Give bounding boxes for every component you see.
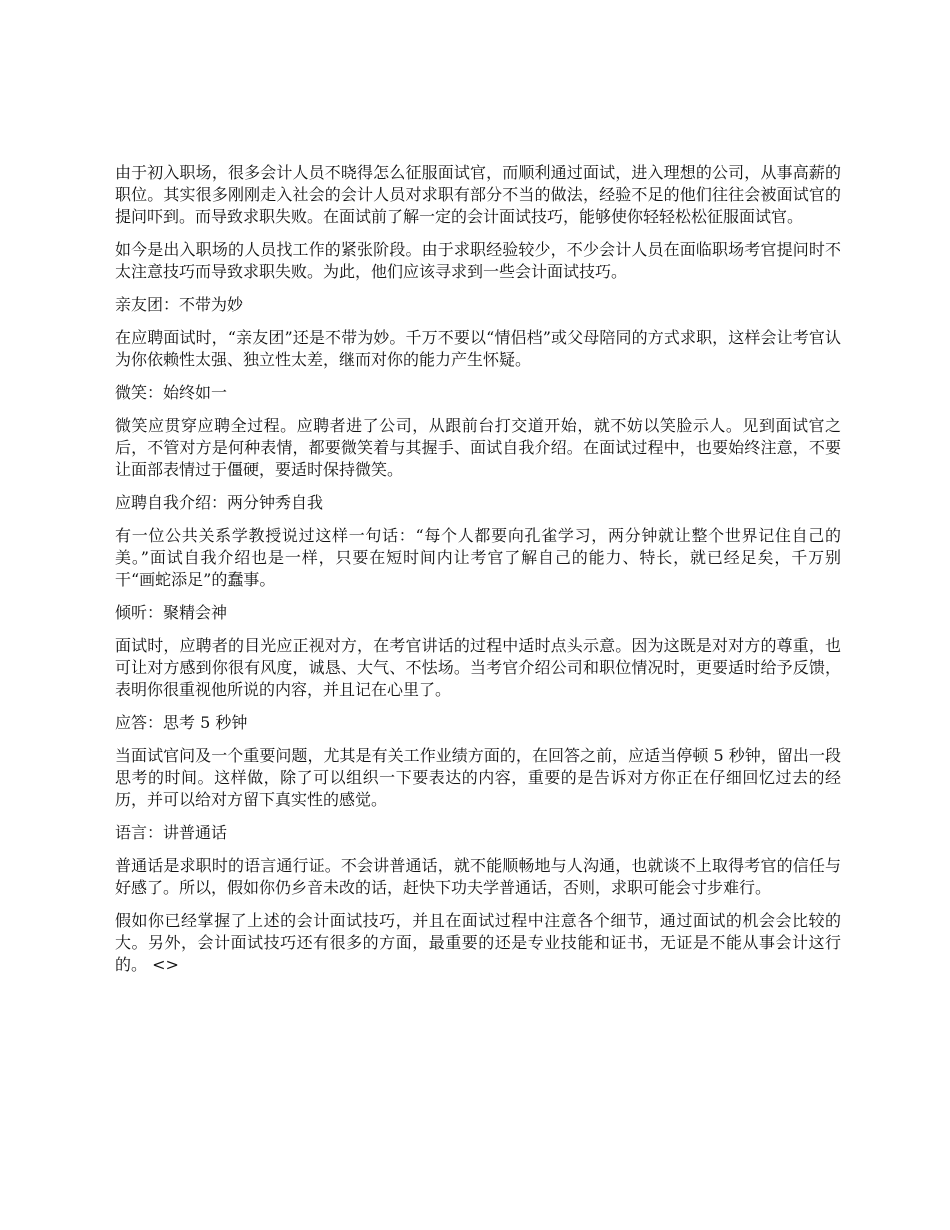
section-body-listening: 面试时，应聘者的目光应正视对方，在考官讲话的过程中适时点头示意。因为这既是对对方的尊重，也可让对方感到你很有风度，诚恳、大气、不怯场。当考官介绍公司和职位情况时，更要适时给予反馈，表明你很重视他所说的内容，并且记在心里了。 <box>115 636 841 699</box>
conclusion-paragraph: 假如你已经掌握了上述的会计面试技巧，并且在面试过程中注意各个细节，通过面试的机会会比较的大。另外，会计面试技巧还有很多的方面，最重要的还是专业技能和证书，无证是不能从事会计这行的。 <> <box>115 911 841 974</box>
section-body-smile: 微笑应贯穿应聘全过程。应聘者进了公司，从跟前台打交道开始，就不妨以笑脸示人。见到面试官之后，不管对方是何种表情，都要微笑着与其握手、面试自我介绍。在面试过程中，也要始终注意，不要让面部表情过于僵硬，要适时保持微笑。 <box>115 416 841 479</box>
section-heading-self-intro: 应聘自我介绍：两分钟秀自我 <box>115 493 324 512</box>
section-heading-listening: 倾听：聚精会神 <box>115 603 228 622</box>
section-body-language: 普通话是求职时的语言通行证。不会讲普通话，就不能顺畅地与人沟通，也就谈不上取得考官的信任与好感了。所以，假如你仍乡音未改的话，赶快下功夫学普通话，否则，求职可能会寸步难行。 <box>115 856 841 897</box>
context-paragraph: 如今是出入职场的人员找工作的紧张阶段。由于求职经验较少，不少会计人员在面临职场考官提问时不太注意技巧而导致求职失败。为此，他们应该寻求到一些会计面试技巧。 <box>115 240 841 281</box>
section-body-friends: 在应聘面试时，“亲友团”还是不带为妙。千万不要以“情侣档”或父母陪同的方式求职，这样会让考官认为你依赖性太强、独立性太差，继而对你的能力产生怀疑。 <box>115 328 841 369</box>
section-heading-friends: 亲友团：不带为妙 <box>115 295 244 314</box>
section-heading-language: 语言：讲普通话 <box>115 823 228 842</box>
section-body-answering: 当面试官问及一个重要问题，尤其是有关工作业绩方面的，在回答之前，应适当停顿 5 秒钟，留出一段思考的时间。这样做，除了可以组织一下要表达的内容，重要的是告诉对方你正在仔细回忆过去的经历，并可以给对方留下真实性的感觉。 <box>115 746 841 809</box>
section-body-self-intro: 有一位公共关系学教授说过这样一句话：“每个人都要向孔雀学习，两分钟就让整个世界记住自己的美。”面试自我介绍也是一样，只要在短时间内让考官了解自己的能力、特长，就已经足矣，千万别干“画蛇添足”的蠢事。 <box>115 526 841 589</box>
section-heading-smile: 微笑：始终如一 <box>115 383 228 402</box>
intro-paragraph: 由于初入职场，很多会计人员不晓得怎么征服面试官，而顺利通过面试，进入理想的公司，从事高薪的职位。其实很多刚刚走入社会的会计人员对求职有部分不当的做法，经验不足的他们往往会被面试官的提问吓到。而导致求职失败。在面试前了解一定的会计面试技巧，能够使你轻轻松松征服面试官。 <box>115 163 841 226</box>
document-body <box>115 162 841 987</box>
section-heading-answering: 应答：思考 5 秒钟 <box>115 713 248 732</box>
